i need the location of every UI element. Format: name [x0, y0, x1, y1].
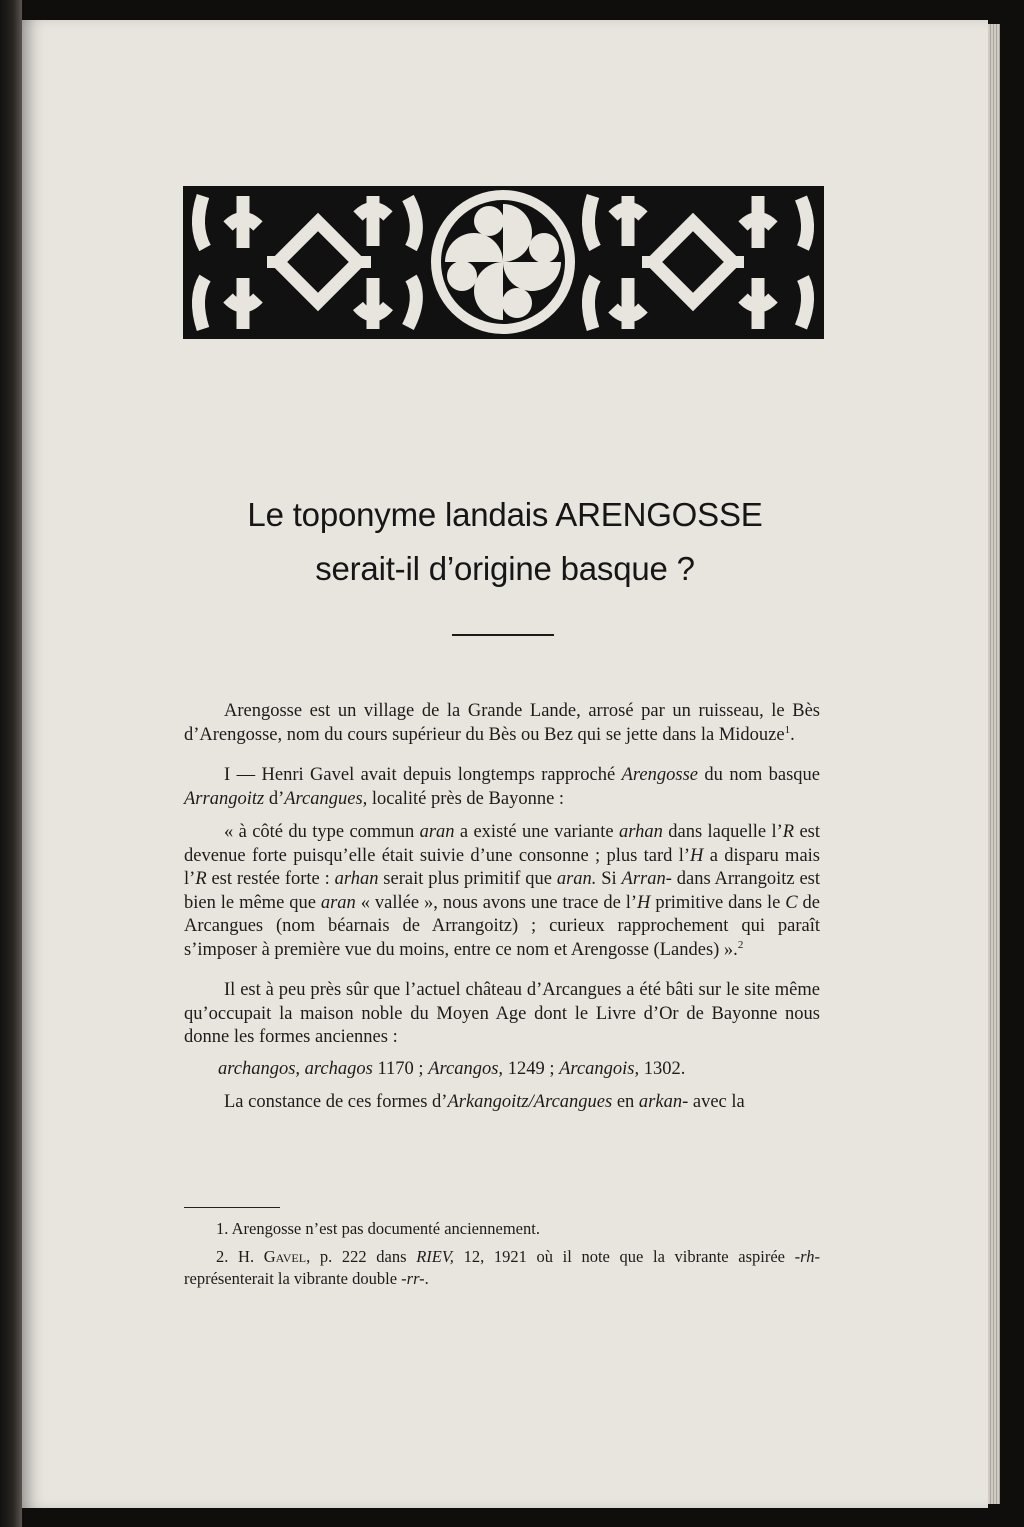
article-title-line-1: Le toponyme landais ARENGOSSE [247, 496, 763, 533]
paragraph-gavel: I — Henri Gavel avait depuis longtemps rapproché Arengosse du nom basque Arrangoitz d’Arcangues, localité près de Bayonne : [184, 765, 820, 809]
gavel-quotation: « à côté du type commun aran a existé une variante arhan dans laquelle l’R est devenue forte puisqu’elle était suivie d’une consonne ; plus tard l’H a disparu mais l’R est restée forte : arhan serait plus primitif que aran. Si Arran- dans Arrangoitz est bien le même que aran « vallée », nous avons une trace de l’H primitive dans le C de Arcangues (nom béarnais de Arrangoitz) ; curieux rapprochement qui paraît s’imposer à première vue du moins, entre ce nom et Arengosse (Landes) ».$^2$ [184, 822, 821, 960]
page-edges [988, 24, 1000, 1504]
footnote-2: 2. H. Gavel, p. 222 dans RIEV, 12, 1921 où il note que la vibrante aspirée -rh-représenterait la vibrante double -rr-. [184, 1247, 820, 1288]
footnote-ref-1: 1 [784, 723, 791, 736]
paragraph-intro: Arengosse est un village de la Grande Lande, arrosé par un ruisseau, le Bès d’Arengosse, nom du cours supérieur du Bès ou Bez qui se jette dans la Midouze$^1$. [184, 701, 820, 745]
ancient-forms: archangos, archagos 1170 ; Arcangos, 1249 ; Arcangois, 1302. [218, 1058, 686, 1079]
footnote-ref-2: 2 [737, 938, 744, 951]
article-title-line-2: serait-il d’origine basque ? [315, 550, 695, 587]
footnotes [184, 1218, 820, 1296]
paragraph-chateau: Il est à peu près sûr que l’actuel château d’Arcangues a été bâti sur le site même qu’occupait la maison noble du Moyen Age dont le Livre d’Or de Bayonne nous donne les formes anciennes : [184, 980, 820, 1047]
paragraph-constance: La constance de ces formes d’Arkangoitz/Arcangues en arkan- avec la [224, 1092, 745, 1112]
footnote-1: 1. Arengosse n’est pas documenté anciennement. [216, 1219, 540, 1238]
title-divider [452, 634, 554, 636]
binding-shadow [0, 0, 22, 1527]
basque-lauburu-frieze [183, 186, 824, 339]
article-body [184, 700, 820, 1132]
footnote-divider [184, 1207, 280, 1208]
